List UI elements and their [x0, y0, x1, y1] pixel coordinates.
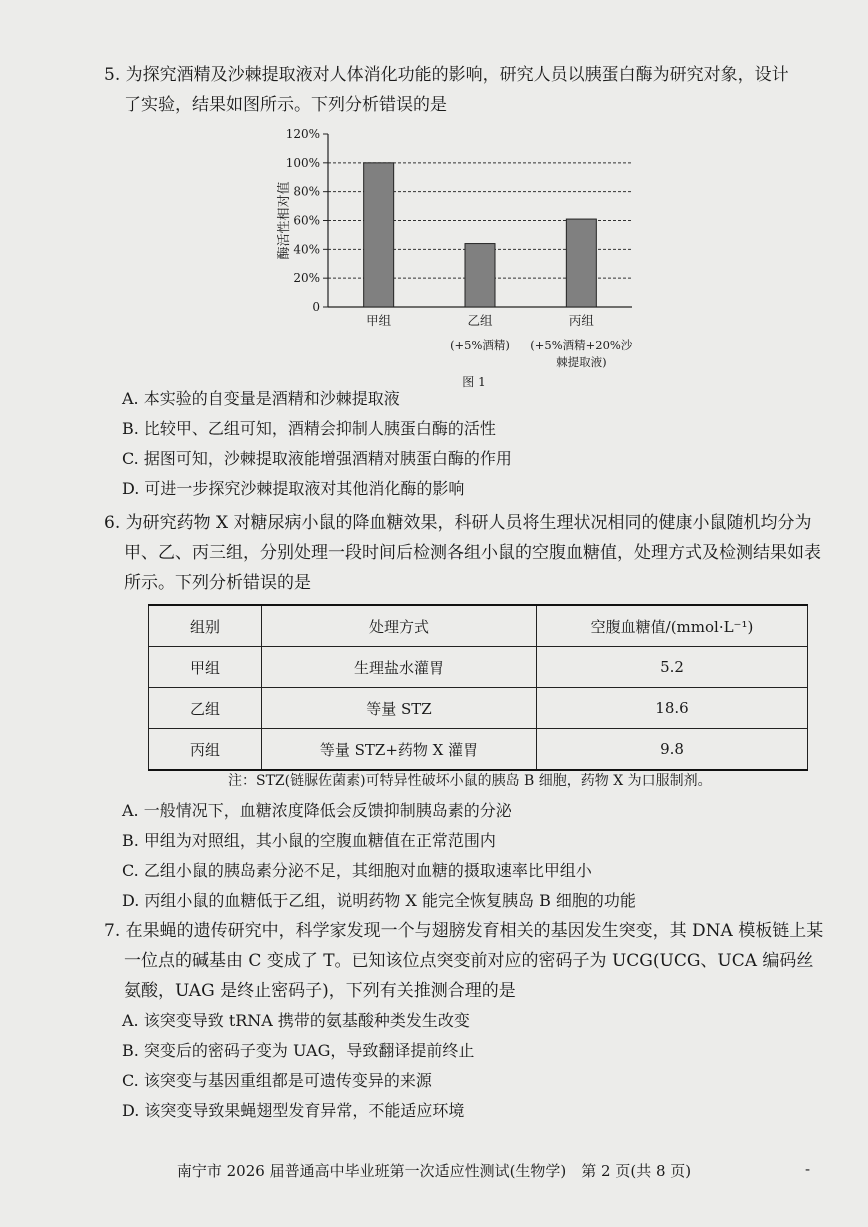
bar — [566, 219, 596, 307]
option-d: D. 可进一步探究沙棘提取液对其他消化酶的影响 — [122, 479, 465, 498]
footer-mark: - — [805, 1160, 811, 1178]
y-tick-label: 60% — [293, 213, 320, 228]
table-cell: 丙组 — [149, 729, 262, 771]
blood-glucose-table — [148, 604, 808, 771]
option-d: D. 丙组小鼠的血糖低于乙组，说明药物 X 能完全恢复胰岛 B 细胞的功能 — [122, 891, 636, 910]
table-cell: 乙组 — [149, 688, 262, 729]
y-axis-label: 酶活性相对值 — [277, 181, 292, 260]
option-b: B. 突变后的密码子变为 UAG，导致翻译提前终止 — [122, 1041, 475, 1060]
option-a: A. 该突变导致 tRNA 携带的氨基酸种类发生改变 — [122, 1011, 470, 1030]
option-d: D. 该突变导致果蝇翅型发育异常，不能适应环境 — [122, 1101, 465, 1120]
table-header: 空腹血糖值/(mmol·L⁻¹) — [537, 605, 808, 647]
x-tick-note: (+5%酒精+20%沙 — [530, 338, 633, 352]
question-6-options — [104, 796, 824, 916]
table-cell: 18.6 — [537, 688, 808, 729]
x-tick-note: (+5%酒精) — [450, 338, 510, 352]
y-tick-label: 0 — [312, 300, 320, 314]
y-tick-label: 80% — [293, 184, 320, 199]
chart-caption: 图 1 — [462, 375, 486, 389]
question-6 — [104, 508, 824, 598]
question-7-stem: 7. 在果蝇的遗传研究中，科学家发现一个与翅膀发育相关的基因发生突变，其 DNA 模板链上某一位点的碱基由 C 变成了 T。已知该位点突变前对应的密码子为 UCG(UCG、UCA 编码丝氨酸，UAG 是终止密码子)，下列有关推测合理的是 — [104, 921, 824, 1001]
bar — [364, 163, 394, 307]
table-header-row — [149, 605, 808, 647]
table-row — [149, 647, 808, 688]
question-7 — [104, 916, 824, 1006]
x-tick-label: 乙组 — [467, 313, 493, 328]
option-c: C. 该突变与基因重组都是可遗传变异的来源 — [122, 1071, 432, 1090]
table-header: 组别 — [149, 605, 262, 647]
x-tick-label: 丙组 — [568, 313, 594, 328]
question-5 — [104, 60, 804, 120]
enzyme-activity-bar-chart — [270, 120, 670, 390]
question-5-options — [104, 384, 804, 504]
table-cell: 甲组 — [149, 647, 262, 688]
question-7-options — [104, 1006, 824, 1126]
option-b: B. 甲组为对照组，其小鼠的空腹血糖值在正常范围内 — [122, 831, 496, 850]
bar — [465, 244, 495, 307]
y-tick-label: 40% — [293, 242, 320, 257]
table-note: 注：STZ(链脲佐菌素)可特异性破坏小鼠的胰岛 B 细胞，药物 X 为口服制剂。 — [228, 773, 712, 789]
table-header: 处理方式 — [262, 605, 537, 647]
x-tick-label: 甲组 — [366, 313, 392, 328]
table-row — [149, 688, 808, 729]
table-cell: 生理盐水灌胃 — [262, 647, 537, 688]
y-tick-label: 20% — [293, 271, 320, 286]
option-a: A. 本实验的自变量是酒精和沙棘提取液 — [122, 389, 400, 408]
option-b: B. 比较甲、乙组可知，酒精会抑制人胰蛋白酶的活性 — [122, 419, 496, 438]
option-c: C. 乙组小鼠的胰岛素分泌不足，其细胞对血糖的摄取速率比甲组小 — [122, 861, 592, 880]
question-6-stem: 6. 为研究药物 X 对糖尿病小鼠的降血糖效果，科研人员将生理状况相同的健康小鼠随机均分为甲、乙、丙三组，分别处理一段时间后检测各组小鼠的空腹血糖值，处理方式及检测结果如表所示。下列分析错误的是 — [104, 513, 821, 593]
y-tick-label: 100% — [285, 155, 320, 170]
table-row — [149, 729, 808, 771]
table-cell: 等量 STZ+药物 X 灌胃 — [262, 729, 537, 771]
y-tick-label: 120% — [285, 127, 320, 141]
option-a: A. 一般情况下，血糖浓度降低会反馈抑制胰岛素的分泌 — [122, 801, 512, 820]
x-tick-note: 棘提取液) — [556, 355, 607, 369]
option-c: C. 据图可知，沙棘提取液能增强酒精对胰蛋白酶的作用 — [122, 449, 512, 468]
table-cell: 9.8 — [537, 729, 808, 771]
table-cell: 5.2 — [537, 647, 808, 688]
page-footer: 南宁市 2026 届普通高中毕业班第一次适应性测试(生物学) 第 2 页(共 8 页) — [176, 1162, 692, 1180]
question-5-stem: 5. 为探究酒精及沙棘提取液对人体消化功能的影响，研究人员以胰蛋白酶为研究对象，设计了实验，结果如图所示。下列分析错误的是 — [104, 65, 789, 115]
table-cell: 等量 STZ — [262, 688, 537, 729]
